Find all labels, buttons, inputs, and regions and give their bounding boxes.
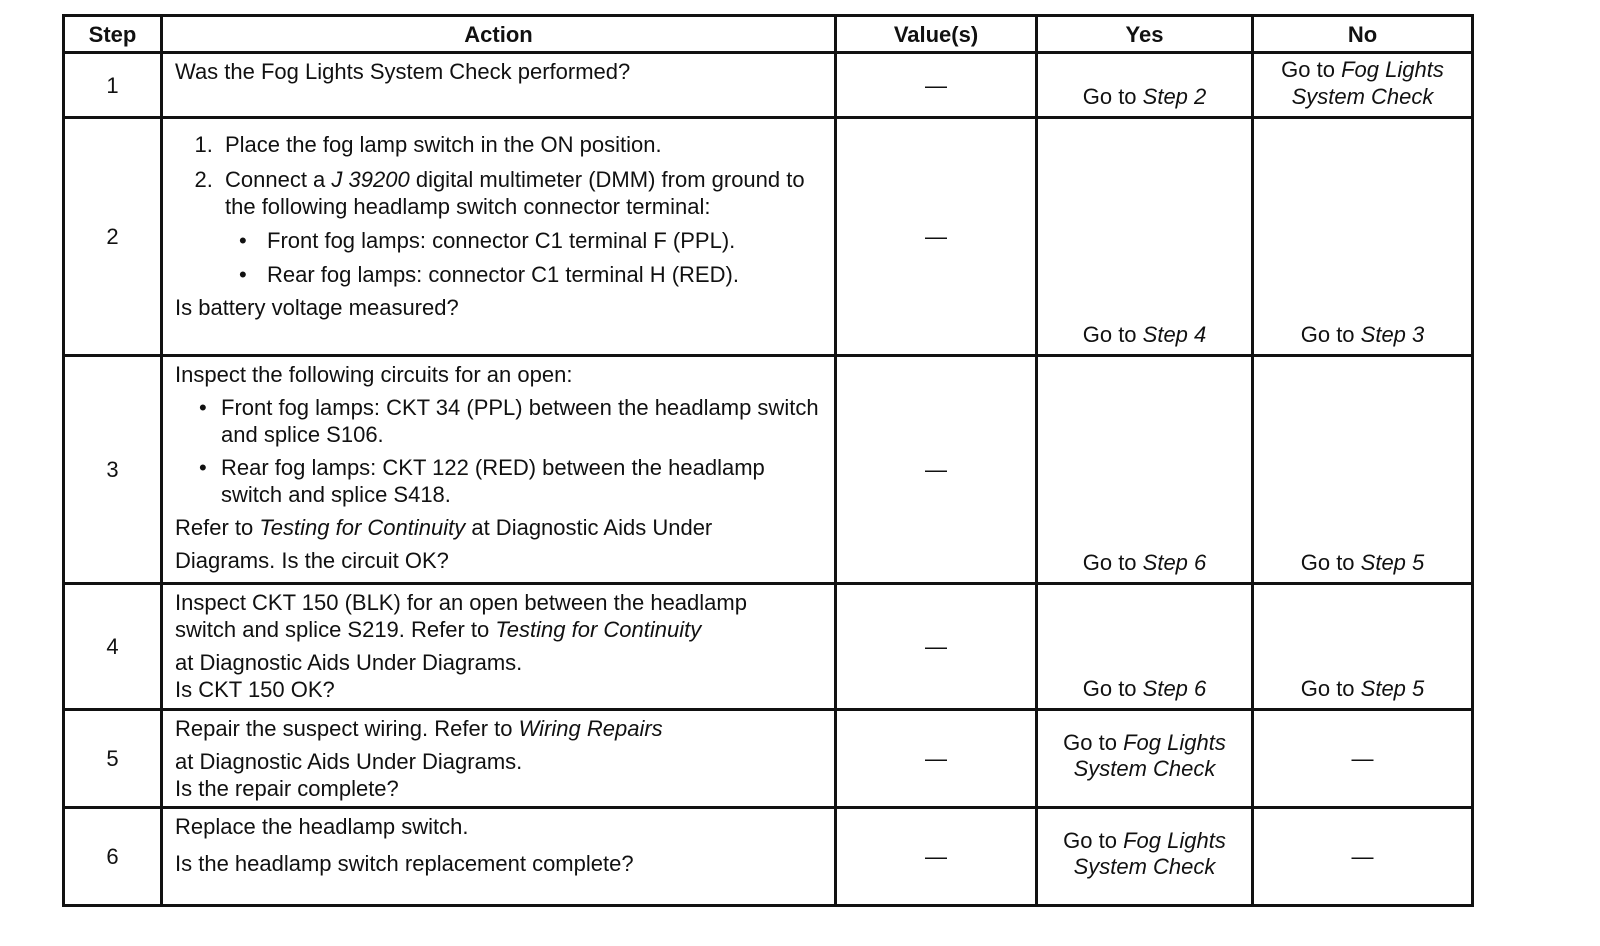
- question-text: Is the headlamp switch replacement complete?: [175, 851, 634, 876]
- question-text: Is CKT 150 OK?: [175, 677, 335, 702]
- step-text: digital multimeter (DMM) from ground to the following headlamp switch connector terminal:: [225, 167, 805, 219]
- table-row: [64, 53, 1473, 118]
- reference-link[interactable]: Wiring Repairs: [518, 716, 663, 741]
- value-cell: —: [836, 118, 1037, 356]
- value-cell: —: [836, 53, 1037, 118]
- question-text: Is the repair complete?: [175, 776, 399, 801]
- action-cell: [162, 584, 836, 710]
- step-number: 6: [64, 808, 162, 906]
- bullet-item: • Rear fog lamps: connector C1 terminal H (RED).: [261, 261, 824, 288]
- yes-prefix: Go to: [1082, 84, 1143, 109]
- action-line: at Diagnostic Aids Under Diagrams.: [175, 650, 523, 675]
- tool-name: J 39200: [331, 167, 410, 192]
- yes-link[interactable]: Fog Lights System Check: [1073, 729, 1226, 781]
- yes-cell: [1037, 710, 1253, 808]
- table-row: [64, 710, 1473, 808]
- reference-link[interactable]: Testing for Continuity: [259, 515, 466, 540]
- value-cell: —: [836, 710, 1037, 808]
- reference-link[interactable]: Testing for Continuity: [495, 617, 702, 642]
- no-link[interactable]: Step 5: [1360, 676, 1425, 701]
- no-cell: [1253, 356, 1473, 584]
- bullet-item: • Rear fog lamps: CKT 122 (RED) between the headlamp switch and splice S418.: [221, 454, 824, 508]
- step-number: 4: [64, 584, 162, 710]
- table-row: [64, 356, 1473, 584]
- numbered-step: [219, 166, 824, 288]
- yes-link[interactable]: Step 4: [1142, 322, 1207, 347]
- table-row: [64, 584, 1473, 710]
- yes-link[interactable]: Step 2: [1142, 84, 1207, 109]
- action-cell: [162, 356, 836, 584]
- yes-link[interactable]: Fog Lights System Check: [1073, 827, 1226, 879]
- value-cell: —: [836, 356, 1037, 584]
- header-step: Step: [64, 16, 162, 53]
- value-cell: —: [836, 584, 1037, 710]
- step-prefix: Connect a: [225, 167, 332, 192]
- no-link[interactable]: Step 5: [1360, 550, 1425, 575]
- reference-text: [175, 514, 824, 541]
- refer-suffix: at Diagnostic Aids Under: [465, 515, 713, 540]
- header-action: Action: [162, 16, 836, 53]
- numbered-step: 1. Place the fog lamp switch in the ON position.: [219, 131, 824, 158]
- line-prefix: Repair the suspect wiring. Refer to: [175, 716, 519, 741]
- step-number: 1: [64, 53, 162, 118]
- no-cell: —: [1253, 710, 1473, 808]
- no-prefix: Go to: [1300, 322, 1361, 347]
- bullet-list: [175, 394, 824, 508]
- no-prefix: Go to: [1300, 550, 1361, 575]
- yes-cell: [1037, 808, 1253, 906]
- action-cell: [162, 53, 836, 118]
- yes-prefix: Go to: [1082, 676, 1143, 701]
- action-line: Inspect CKT 150 (BLK) for an open between the headlamp: [175, 590, 747, 615]
- question-text: Is battery voltage measured?: [175, 295, 459, 320]
- action-cell: [162, 808, 836, 906]
- yes-cell: [1037, 118, 1253, 356]
- numbered-steps: [175, 131, 824, 288]
- step-number: 2: [64, 118, 162, 356]
- yes-prefix: Go to: [1063, 729, 1124, 755]
- action-line: [175, 715, 824, 742]
- step-number: 3: [64, 356, 162, 584]
- bullet-item: • Front fog lamps: connector C1 terminal F (PPL).: [261, 227, 824, 254]
- intro-text: Inspect the following circuits for an open:: [175, 362, 573, 387]
- step-number: 5: [64, 710, 162, 808]
- yes-link[interactable]: Step 6: [1142, 676, 1207, 701]
- action-line: Replace the headlamp switch.: [175, 814, 469, 839]
- action-line: at Diagnostic Aids Under Diagrams.: [175, 749, 523, 774]
- no-prefix: Go to: [1300, 676, 1361, 701]
- no-cell: [1253, 53, 1473, 118]
- yes-cell: [1037, 356, 1253, 584]
- line-prefix: switch and splice S219. Refer to: [175, 617, 496, 642]
- yes-cell: [1037, 53, 1253, 118]
- action-text: Was the Fog Lights System Check performed?: [175, 59, 631, 84]
- action-line: [175, 616, 824, 643]
- table-row: [64, 118, 1473, 356]
- header-yes: Yes: [1037, 16, 1253, 53]
- refer-prefix: Refer to: [175, 515, 260, 540]
- question-text: Diagrams. Is the circuit OK?: [175, 548, 449, 573]
- header-values: Value(s): [836, 16, 1037, 53]
- yes-prefix: Go to: [1082, 322, 1143, 347]
- value-cell: —: [836, 808, 1037, 906]
- no-cell: —: [1253, 808, 1473, 906]
- bullet-list: [225, 227, 824, 288]
- diagnostic-table: [62, 14, 1474, 907]
- no-cell: [1253, 118, 1473, 356]
- no-link[interactable]: Step 3: [1360, 322, 1425, 347]
- bullet-item: • Front fog lamps: CKT 34 (PPL) between the headlamp switch and splice S106.: [221, 394, 824, 448]
- no-cell: [1253, 584, 1473, 710]
- yes-link[interactable]: Step 6: [1142, 550, 1207, 575]
- yes-prefix: Go to: [1082, 550, 1143, 575]
- yes-cell: [1037, 584, 1253, 710]
- action-cell: [162, 118, 836, 356]
- action-cell: [162, 710, 836, 808]
- no-link[interactable]: Fog Lights System Check: [1291, 57, 1444, 109]
- no-prefix: Go to: [1281, 57, 1342, 82]
- table-row: [64, 808, 1473, 906]
- yes-prefix: Go to: [1063, 827, 1124, 853]
- header-row: [64, 16, 1473, 53]
- header-no: No: [1253, 16, 1473, 53]
